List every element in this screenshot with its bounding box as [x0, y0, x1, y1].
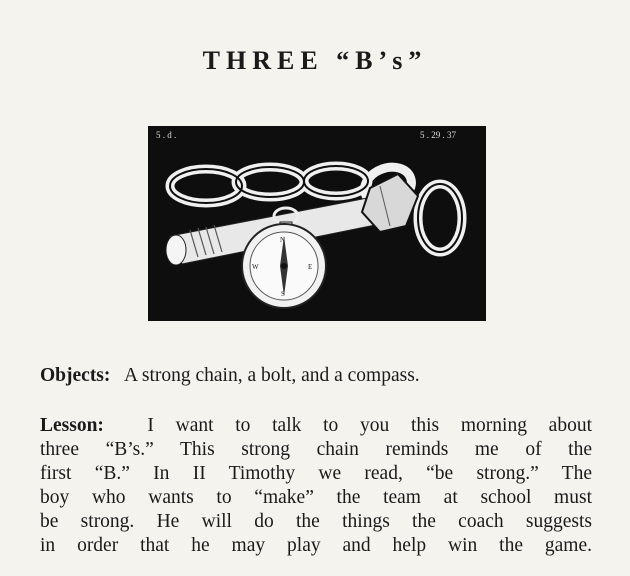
compass-west: W: [252, 263, 259, 271]
compass-south: S: [281, 290, 285, 298]
lesson-label: Lesson:: [40, 415, 104, 436]
compass-east: E: [308, 263, 313, 271]
corner-note-left: 5 . d .: [156, 130, 177, 140]
lesson-paragraph: [40, 414, 592, 558]
lesson-line-2: three “B’s.” This strong chain reminds me of the: [40, 439, 592, 460]
objects-label: Objects:: [40, 365, 111, 386]
lesson-line-4: boy who wants to “make” the team at school must: [40, 487, 592, 508]
lesson-line-3: first “B.” In II Timothy we read, “be strong.” The: [40, 463, 592, 484]
chain-bolt-compass-illustration: [148, 126, 486, 321]
objects-text: A strong chain, a bolt, and a compass.: [123, 365, 420, 386]
lesson-line-5: be strong. He will do the things the coach suggests: [40, 511, 592, 532]
objects-paragraph: [40, 364, 592, 388]
corner-note-right: 5 . 29 . 37: [420, 130, 456, 140]
illustration-drawing: [148, 126, 486, 321]
lesson-line-6: in order that he may play and help win the game.: [40, 535, 592, 556]
page-title: THREE “B’s”: [202, 46, 428, 75]
lesson-line-1: Lesson: I want to talk to you this morning about: [40, 415, 592, 436]
compass-north: N: [280, 236, 286, 244]
